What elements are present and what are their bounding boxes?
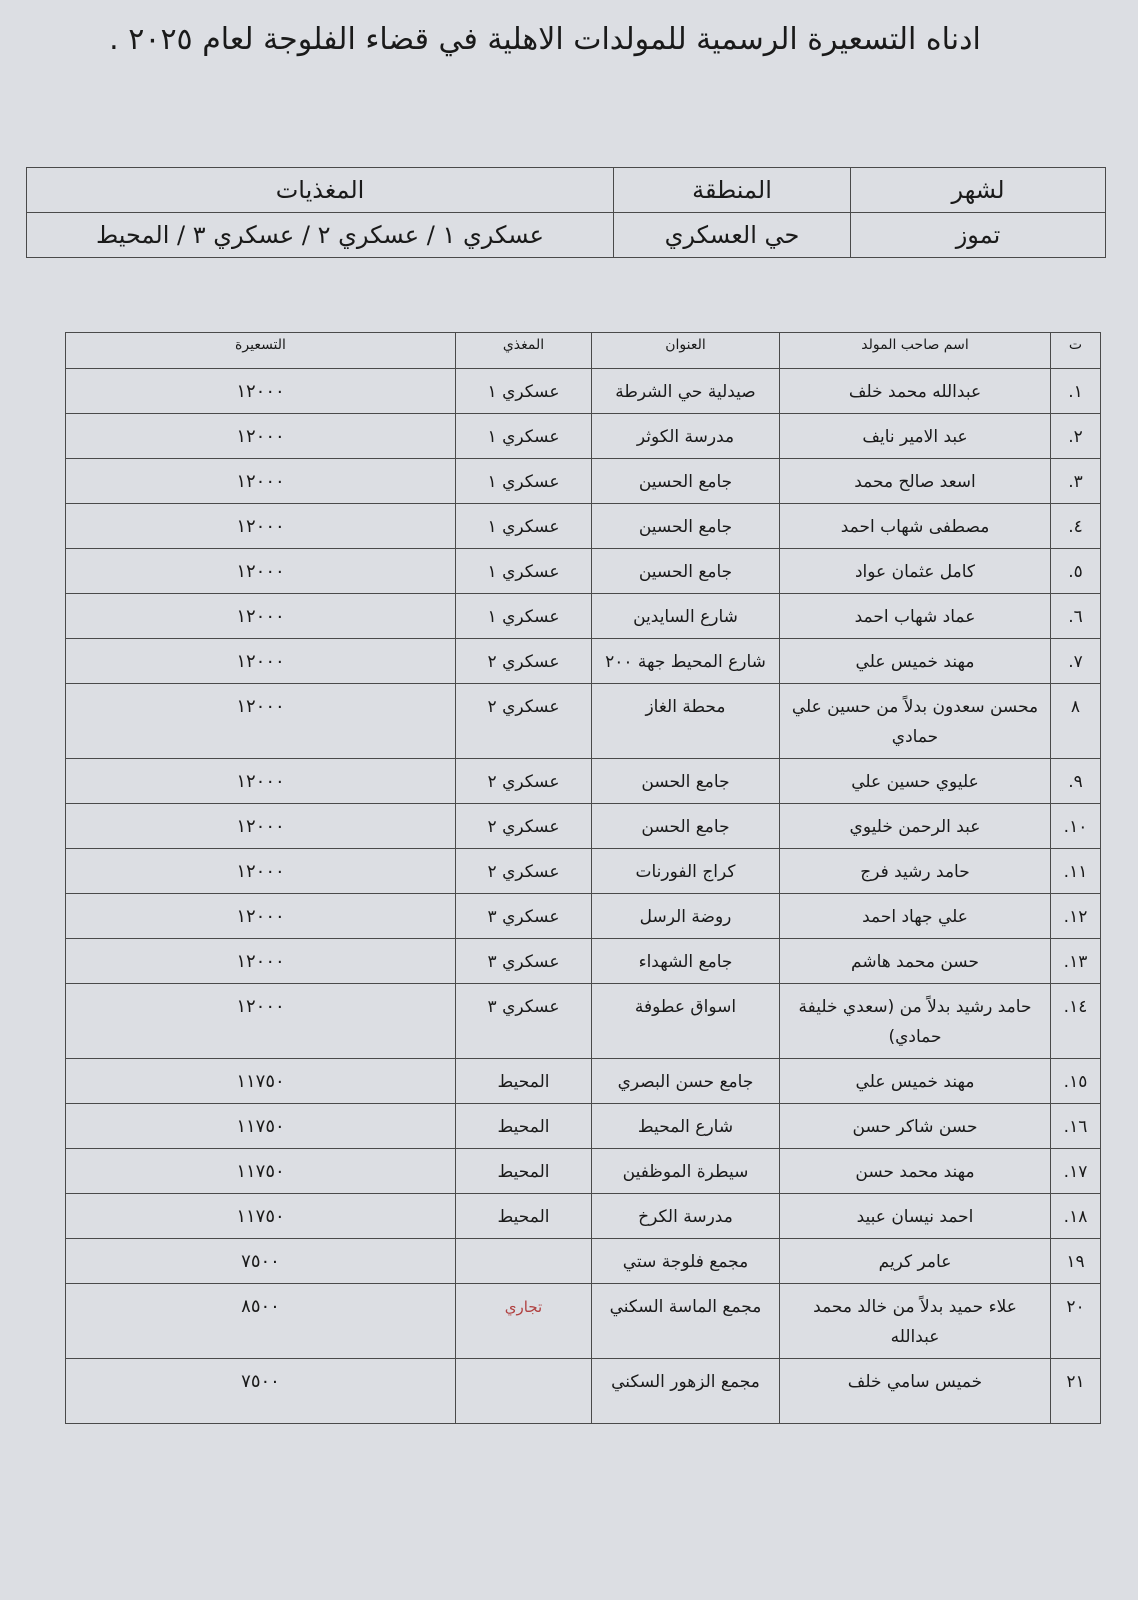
table-row [66,1194,1101,1239]
price-text: ١٢٠٠٠ [236,861,285,882]
feeder-text: عسكري ٢ [487,817,560,837]
price-text: ٧٥٠٠ [241,1371,280,1392]
feeder-text: عسكري ٣ [487,997,560,1017]
row-number: ١٦. [1051,1104,1101,1149]
table-row [66,369,1101,414]
feeder [456,684,592,759]
price [66,1359,456,1424]
price [66,984,456,1059]
address: جامع الحسين [592,459,780,504]
header-address: العنوان [592,333,780,369]
address: اسواق عطوفة [592,984,780,1059]
owner-name: حسن محمد هاشم [780,939,1051,984]
owner-name: كامل عثمان عواد [780,549,1051,594]
price-text: ١٢٠٠٠ [236,996,285,1017]
row-number: ١٣. [1051,939,1101,984]
feeder-text: المحيط [497,1117,550,1137]
price-text: ١١٧٥٠ [236,1071,285,1092]
price [66,1239,456,1284]
row-number: ٧. [1051,639,1101,684]
feeder-text: المحيط [497,1162,550,1182]
feeder [456,369,592,414]
price-text: ١٢٠٠٠ [236,771,285,792]
owner-name: حامد رشيد فرج [780,849,1051,894]
table-row [66,1149,1101,1194]
month-value: تموز [851,213,1106,258]
feeder-text: المحيط [497,1207,550,1227]
row-number: ٨ [1051,684,1101,759]
feeders-header: المغذيات [27,168,614,213]
address: صيدلية حي الشرطة [592,369,780,414]
feeder-text: عسكري ٢ [487,697,560,717]
address: سيطرة الموظفين [592,1149,780,1194]
summary-value-row [27,213,1106,258]
feeder [456,639,592,684]
feeder-text: عسكري ٢ [487,862,560,882]
price-text: ١٢٠٠٠ [236,426,285,447]
table-row [66,639,1101,684]
row-number: ٥. [1051,549,1101,594]
feeder [456,1149,592,1194]
table-row [66,459,1101,504]
address: مجمع فلوجة ستي [592,1239,780,1284]
owner-name: مهند محمد حسن [780,1149,1051,1194]
row-number: ١١. [1051,849,1101,894]
row-number: ٦. [1051,594,1101,639]
price [66,639,456,684]
feeder [456,1239,592,1284]
table-row [66,939,1101,984]
address: جامع الحسن [592,804,780,849]
owner-name: عبد الرحمن خليوي [780,804,1051,849]
price [66,894,456,939]
header-number: ت [1051,333,1101,369]
owner-name: خميس سامي خلف [780,1359,1051,1424]
price-text: ١٢٠٠٠ [236,471,285,492]
price [66,684,456,759]
price-text: ١١٧٥٠ [236,1161,285,1182]
feeder-text: عسكري ٣ [487,952,560,972]
owner-name: محسن سعدون بدلاً من حسين علي حمادي [780,684,1051,759]
price [66,1059,456,1104]
table-row [66,849,1101,894]
feeder [456,804,592,849]
feeder [456,1194,592,1239]
price-text: ١٢٠٠٠ [236,951,285,972]
price [66,1104,456,1149]
table-row [66,1104,1101,1149]
table-header-row [66,333,1101,369]
address: جامع الحسن [592,759,780,804]
owner-name: مهند خميس علي [780,639,1051,684]
owner-name: مصطفى شهاب احمد [780,504,1051,549]
owner-name: حسن شاكر حسن [780,1104,1051,1149]
feeder [456,504,592,549]
row-number: ١٢. [1051,894,1101,939]
feeder-text: عسكري ١ [487,607,560,627]
address: شارع السايدين [592,594,780,639]
table-row [66,549,1101,594]
row-number: ١٧. [1051,1149,1101,1194]
table-row [66,684,1101,759]
table-row [66,1059,1101,1104]
price [66,759,456,804]
feeder-text: عسكري ١ [487,517,560,537]
table-row [66,594,1101,639]
header-feeder: المغذي [456,333,592,369]
summary-header-row [27,168,1106,213]
price-text: ١٢٠٠٠ [236,651,285,672]
price [66,1149,456,1194]
area-value: حي العسكري [614,213,851,258]
row-number: ١٩ [1051,1239,1101,1284]
row-number: ٢١ [1051,1359,1101,1424]
feeder-text: المحيط [497,1072,550,1092]
price [66,1284,456,1359]
table-row [66,804,1101,849]
price [66,414,456,459]
table-row [66,1284,1101,1359]
table-row [66,414,1101,459]
price [66,369,456,414]
owner-name: عماد شهاب احمد [780,594,1051,639]
feeder-text: عسكري ١ [487,562,560,582]
address: شارع المحيط جهة ٢٠٠ [592,639,780,684]
header-owner-name: اسم صاحب المولد [780,333,1051,369]
feeder [456,1059,592,1104]
row-number: ١٨. [1051,1194,1101,1239]
feeder [456,894,592,939]
page-title: ادناه التسعيرة الرسمية للمولدات الاهلية في قضاء الفلوجة لعام ٢٠٢٥ . [109,22,981,57]
feeder-text: عسكري ٢ [487,652,560,672]
table-body [66,369,1101,1424]
feeder [456,939,592,984]
price [66,1194,456,1239]
generators-table [65,332,1101,1424]
price-text: ١٢٠٠٠ [236,816,285,837]
feeder [456,759,592,804]
row-number: ١٥. [1051,1059,1101,1104]
table-row [66,759,1101,804]
price-text: ١٢٠٠٠ [236,906,285,927]
feeder [456,984,592,1059]
owner-name: اسعد صالح محمد [780,459,1051,504]
month-header: لشهر [851,168,1106,213]
header-price: التسعيرة [66,333,456,369]
feeder [456,459,592,504]
row-number: ٢. [1051,414,1101,459]
owner-name: عليوي حسين علي [780,759,1051,804]
owner-name: عبدالله محمد خلف [780,369,1051,414]
row-number: ٢٠ [1051,1284,1101,1359]
feeder [456,849,592,894]
feeder-text: تجاري [504,1298,543,1316]
address: جامع الحسين [592,549,780,594]
price [66,939,456,984]
price-text: ١٢٠٠٠ [236,696,285,717]
feeder [456,594,592,639]
owner-name: حامد رشيد بدلاً من (سعدي خليفة حمادي) [780,984,1051,1059]
summary-table [26,167,1106,258]
price-text: ١٢٠٠٠ [236,606,285,627]
row-number: ٣. [1051,459,1101,504]
address: مجمع الماسة السكني [592,1284,780,1359]
owner-name: عامر كريم [780,1239,1051,1284]
address: مدرسة الكرخ [592,1194,780,1239]
table-row [66,894,1101,939]
price-text: ١٢٠٠٠ [236,516,285,537]
address: جامع الشهداء [592,939,780,984]
feeder [456,1284,592,1359]
price [66,849,456,894]
price-text: ١١٧٥٠ [236,1116,285,1137]
table-row [66,504,1101,549]
price [66,549,456,594]
feeder [456,414,592,459]
address: كراج الفورنات [592,849,780,894]
feeder-text: عسكري ٣ [487,907,560,927]
feeder-text: عسكري ٢ [487,772,560,792]
price [66,504,456,549]
feeders-value: عسكري ١ / عسكري ٢ / عسكري ٣ / المحيط [27,213,614,258]
address: جامع الحسين [592,504,780,549]
address: محطة الغاز [592,684,780,759]
price-text: ٨٥٠٠ [241,1296,280,1317]
address: شارع المحيط [592,1104,780,1149]
feeder-text: عسكري ١ [487,472,560,492]
table-row [66,1239,1101,1284]
price-text: ١١٧٥٠ [236,1206,285,1227]
table-row [66,1359,1101,1424]
owner-name: علاء حميد بدلاً من خالد محمد عبدالله [780,1284,1051,1359]
feeder [456,1104,592,1149]
feeder-text: عسكري ١ [487,382,560,402]
price [66,594,456,639]
price [66,804,456,849]
owner-name: علي جهاد احمد [780,894,1051,939]
feeder-text: عسكري ١ [487,427,560,447]
table-row [66,984,1101,1059]
owner-name: احمد نيسان عبيد [780,1194,1051,1239]
area-header: المنطقة [614,168,851,213]
address: مجمع الزهور السكني [592,1359,780,1424]
owner-name: عبد الامير نايف [780,414,1051,459]
price-text: ١٢٠٠٠ [236,561,285,582]
price-text: ١٢٠٠٠ [236,381,285,402]
row-number: ٩. [1051,759,1101,804]
price-text: ٧٥٠٠ [241,1251,280,1272]
owner-name: مهند خميس علي [780,1059,1051,1104]
feeder [456,1359,592,1424]
address: جامع حسن البصري [592,1059,780,1104]
row-number: ١٠. [1051,804,1101,849]
feeder [456,549,592,594]
row-number: ١٤. [1051,984,1101,1059]
address: روضة الرسل [592,894,780,939]
row-number: ٤. [1051,504,1101,549]
price [66,459,456,504]
row-number: ١. [1051,369,1101,414]
address: مدرسة الكوثر [592,414,780,459]
